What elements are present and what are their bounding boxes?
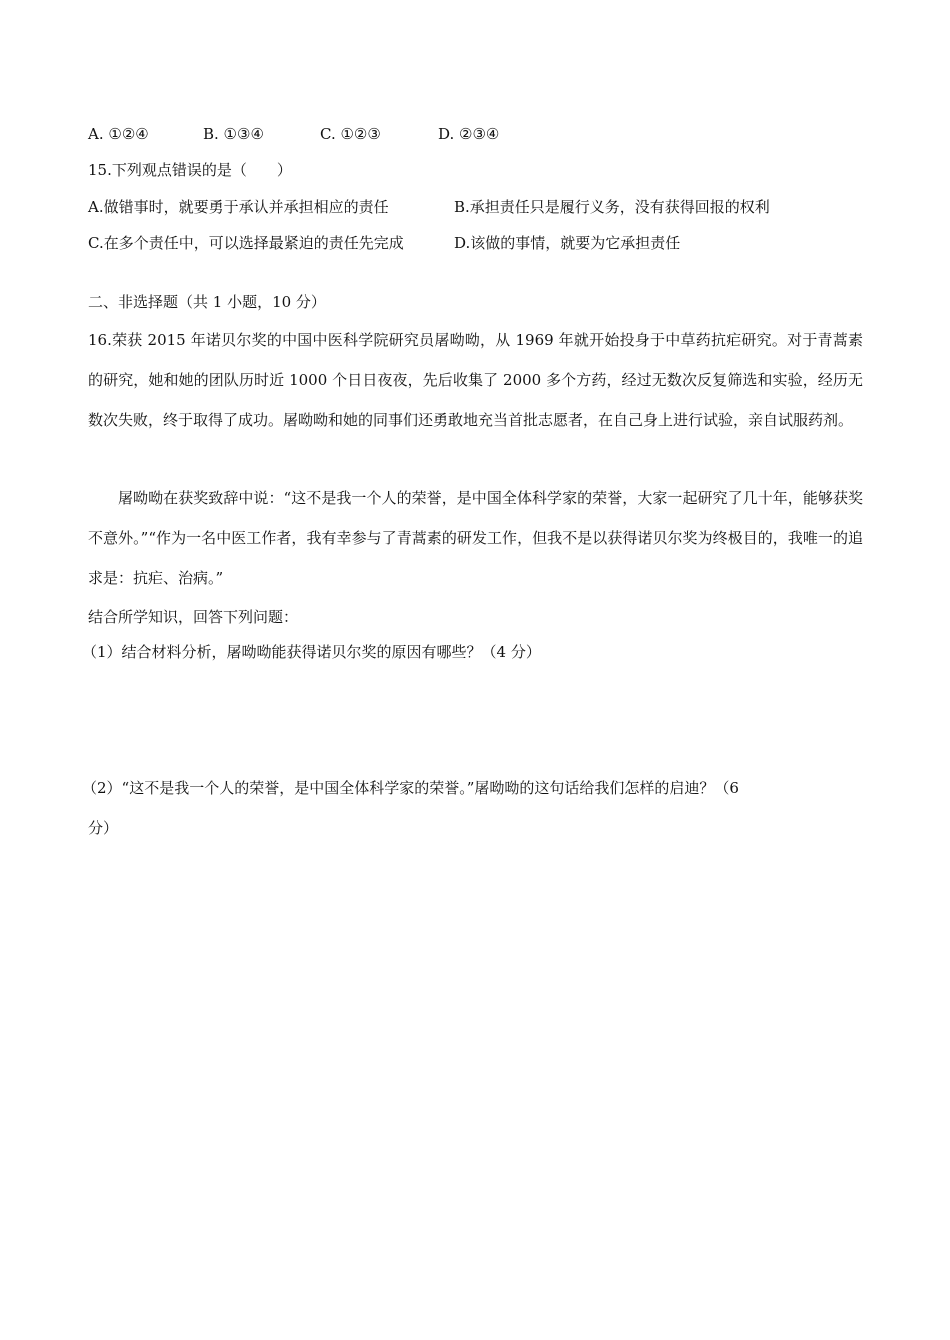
q15-option-a: A.做错事时，就要勇于承认并承担相应的责任 — [88, 198, 389, 216]
section-heading: 二、非选择题（共 1 小题，10 分） — [88, 293, 326, 311]
q15-stem: 15.下列观点错误的是（ ） — [88, 161, 292, 179]
q15-option-b: B.承担责任只是履行义务，没有获得回报的权利 — [454, 198, 770, 216]
q16-sub-question-1: （1）结合材料分析，屠呦呦能获得诺贝尔奖的原因有哪些？（4 分） — [82, 643, 541, 661]
q15-option-d: D.该做的事情，就要为它承担责任 — [454, 234, 681, 252]
q14-option-b: B. ①③④ — [203, 125, 264, 143]
q14-option-c: C. ①②③ — [320, 125, 381, 143]
q14-option-a: A. ①②④ — [88, 125, 149, 143]
q16-sub-question-2-line-2: 分） — [88, 819, 119, 837]
q16-sub-question-2-line-1: （2）“这不是我一个人的荣誉，是中国全体科学家的荣誉。”屠呦呦的这句话给我们怎样的启迪？（6 — [82, 779, 739, 797]
q16-prompt: 结合所学知识，回答下列问题： — [88, 608, 299, 626]
q16-material-paragraph-2: 屠呦呦在获奖致辞中说：“这不是我一个人的荣誉，是中国全体科学家的荣誉，大家一起研究了几十年，能够获奖不意外。”“作为一名中医工作者，我有幸参与了青蒿素的研发工作，但我不是以获得诺贝尔奖为终极目的，我唯一的追求是：抗疟、治病。” — [88, 489, 863, 587]
q15-option-c: C.在多个责任中，可以选择最紧迫的责任先完成 — [88, 234, 404, 252]
q14-option-d: D. ②③④ — [438, 125, 500, 143]
q16-material-paragraph-1: 16.荣获 2015 年诺贝尔奖的中国中医科学院研究员屠呦呦，从 1969 年就开始投身于中草药抗疟研究。对于青蒿素的研究，她和她的团队历时近 1000 个日日夜夜，先后收集了 2000 多个方药，经过无数次反复筛选和实验，经历无数次失败，终于取得了成功。屠呦呦和她的同事们还勇敢地充当首批志愿者，在自己身上进行试验，亲自试服药剂。 — [88, 331, 863, 429]
